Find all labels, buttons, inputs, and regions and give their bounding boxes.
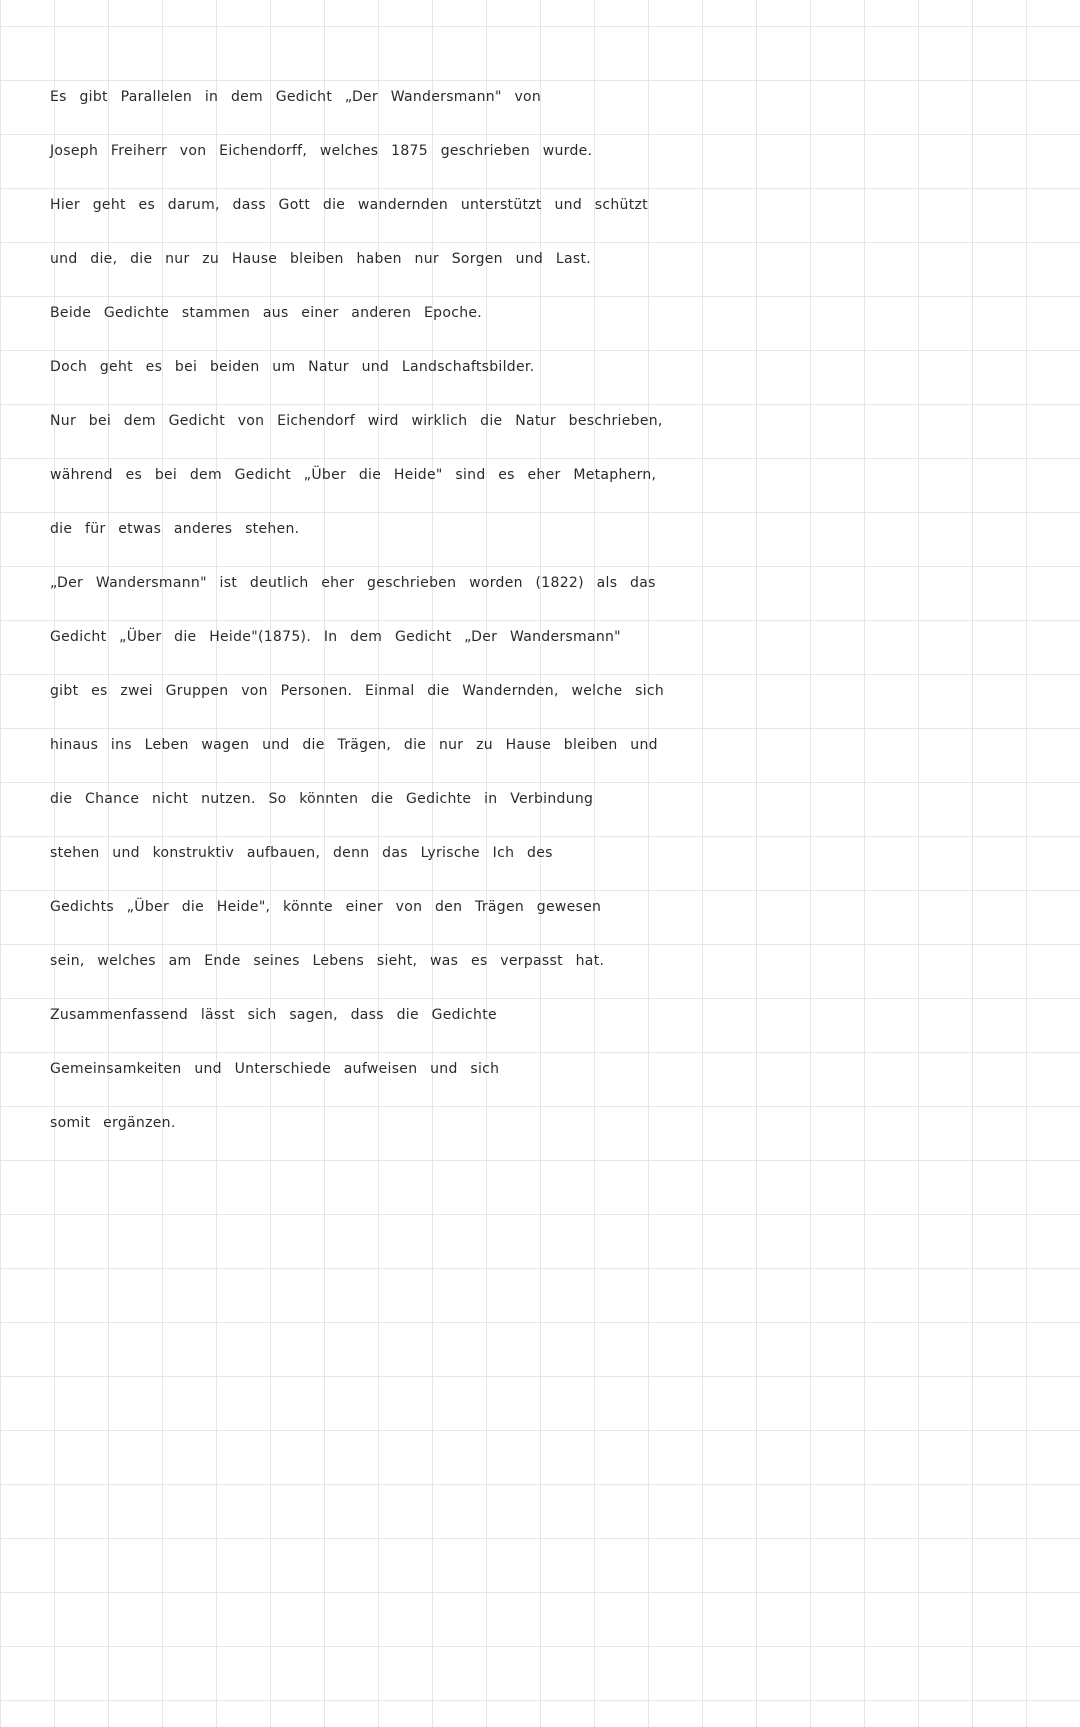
text-line: Nur bei dem Gedicht von Eichendorf wird wirklich die Natur beschrieben,: [50, 413, 663, 429]
text-line: und die, die nur zu Hause bleiben haben nur Sorgen und Last.: [50, 251, 591, 267]
text-line: Doch geht es bei beiden um Natur und Landschaftsbilder.: [50, 359, 535, 375]
text-line: hinaus ins Leben wagen und die Trägen, die nur zu Hause bleiben und: [50, 737, 658, 753]
text-line: die Chance nicht nutzen. So könnten die Gedichte in Verbindung: [50, 791, 594, 807]
text-line: stehen und konstruktiv aufbauen, denn das Lyrische Ich des: [50, 845, 553, 861]
text-line: Beide Gedichte stammen aus einer anderen Epoche.: [50, 305, 483, 321]
text-line: Hier geht es darum, dass Gott die wandernden unterstützt und schützt: [50, 197, 648, 213]
text-line: Zusammenfassend lässt sich sagen, dass die Gedichte: [50, 1007, 497, 1023]
text-line: während es bei dem Gedicht „Über die Heide" sind es eher Metaphern,: [50, 467, 657, 483]
text-line: die für etwas anderes stehen.: [50, 521, 300, 537]
text-line: „Der Wandersmann" ist deutlich eher geschrieben worden (1822) als das: [50, 575, 656, 591]
text-line: gibt es zwei Gruppen von Personen. Einmal die Wandernden, welche sich: [50, 683, 665, 699]
text-line: somit ergänzen.: [50, 1115, 176, 1131]
text-line: Es gibt Parallelen in dem Gedicht „Der Wandersmann" von: [50, 89, 542, 105]
handwritten-text: [50, 70, 1070, 1150]
text-line: sein, welches am Ende seines Lebens sieht, was es verpasst hat.: [50, 953, 605, 969]
text-line: Gedichts „Über die Heide", könnte einer von den Trägen gewesen: [50, 899, 602, 915]
text-line: Gemeinsamkeiten und Unterschiede aufweisen und sich: [50, 1061, 500, 1077]
text-line: Joseph Freiherr von Eichendorff, welches 1875 geschrieben wurde.: [50, 143, 593, 159]
text-line: Gedicht „Über die Heide"(1875). In dem Gedicht „Der Wandersmann": [50, 629, 621, 645]
